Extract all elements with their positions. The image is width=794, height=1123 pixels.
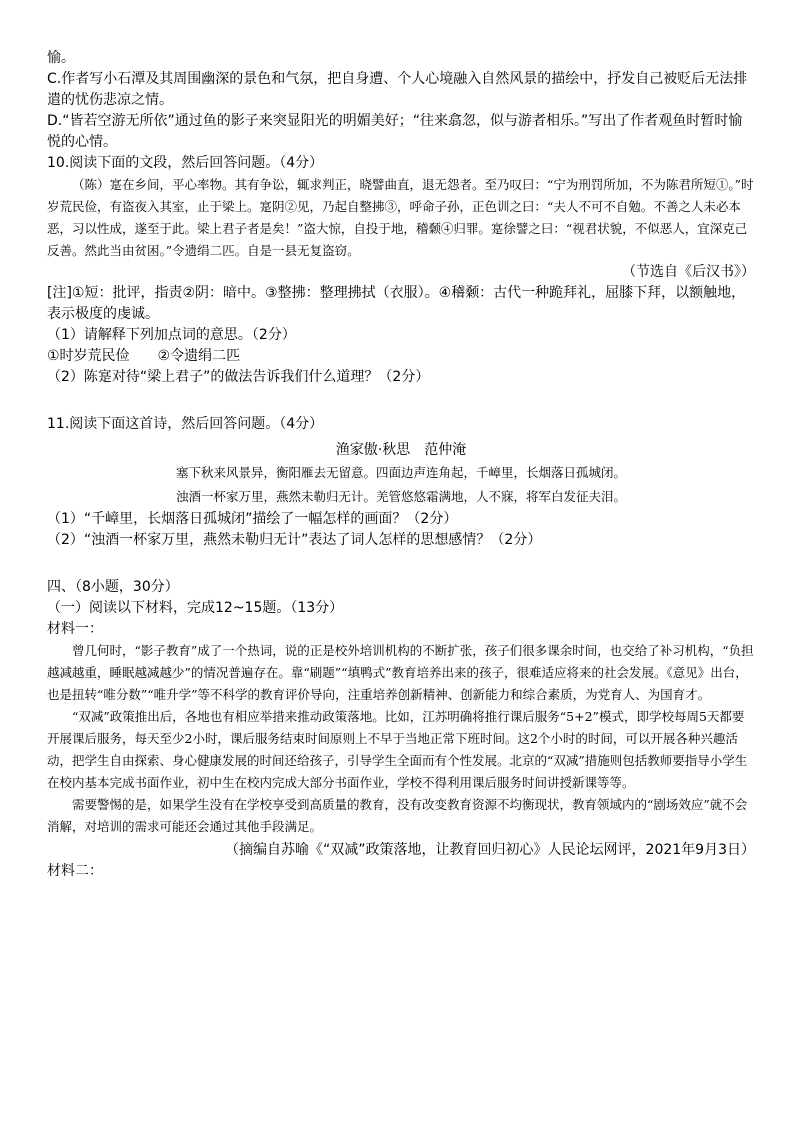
document-page xyxy=(47,48,755,882)
q11-sub2: （2）“浊酒一杯家万里，燕然未勒归无计”表达了词人怎样的思想感情？（2分） xyxy=(47,532,542,548)
q10-title: 10.阅读下面的文段，然后回答问题。（4分） xyxy=(47,155,324,171)
q10-sub1: （1）请解释下列加点词的意思。（2分） xyxy=(47,327,296,343)
section4-title: 四、（8小题，30分） xyxy=(47,579,179,595)
q11-title: 11.阅读下面这首诗，然后回答问题。（4分） xyxy=(47,416,324,432)
material1-paragraph-1: 曾几何时，“影子教育”成了一个热词，说的正是校外培训机构的不断扩张，孩子们很多课余时间，也交给了补习机构，“负担越减越重，睡眠越减越少”的情况普遍存在。靠“刷题”“填鸭式”教育培养出来的孩子，很难适应将来的社会发展。《意见》出台，也是扭转“唯分数”“唯升学”等不科学的教育评价导向，注重培养创新精神、创新能力和综合素质，为党育人、为国育才。 xyxy=(47,643,754,702)
q9-option-c: C.作者写小石潭及其周围幽深的景色和气氛，把自身遭、个人心境融入自然风景的描绘中，抒发自己被贬后无法排遣的忧伤悲凉之情。 xyxy=(47,71,748,108)
q11-sub1: （1）“千嶂里，长烟落日孤城闭”描绘了一幅怎样的画面？（2分） xyxy=(47,511,458,527)
q10-passage: （陈）寔在乡间，平心率物。其有争讼，辄求判正，晓譬曲直，退无怨者。至乃叹曰：“宁为刑罚所加，不为陈君所短①。”时岁荒民俭，有盗夜入其室，止于梁上。寔阴②见，乃起自整拂③，呼命子孙，正色训之曰：“夫人不可不自勉。不善之人未必本恶，习以性成，遂至于此。梁上君子者是矣！”盗大惊，自投于地，稽颡④归罪。寔徐譬之曰：“视君状貌，不似恶人，宜深克己反善。然此当由贫困。”令遗绢二匹。自是一县无复盗窃。 xyxy=(47,177,754,258)
spacer xyxy=(47,551,755,577)
material2-label: 材料二： xyxy=(47,863,103,879)
q10-source: （节选自《后汉书》） xyxy=(622,264,755,280)
q10-sub2: （2）陈寔对待“梁上君子”的做法告诉我们什么道理？（2分） xyxy=(47,369,430,385)
q10-note: [注]①短：批评，指责②阴：暗中。③整拂：整理拂拭（衣服）。④稽颡：古代一种跪拜礼，屈膝下拜，以额触地，表示极度的虔诚。 xyxy=(47,285,746,322)
material1-label: 材料一： xyxy=(47,621,103,637)
section4-part1: （一）阅读以下材料，完成12~15题。（13分） xyxy=(47,600,344,616)
q9-option-b-tail: 愉。 xyxy=(47,50,75,66)
poem-line-2: 浊酒一杯家万里，燕然未勒归无计。羌管悠悠霜满地，人不寐，将军白发征夫泪。 xyxy=(175,489,626,504)
spacer xyxy=(47,388,755,414)
poem-line-1: 塞下秋来风景异，衡阳雁去无留意。四面边声连角起，千嶂里，长烟落日孤城闭。 xyxy=(175,465,626,480)
material1-paragraph-3: 需要警惕的是，如果学生没有在学校享受到高质量的教育，没有改变教育资源不均衡现状，教育领域内的“剧场效应”就不会消解，对培训的需求可能还会通过其他手段满足。 xyxy=(47,797,748,834)
q9-option-d: D.“皆若空游无所依”通过鱼的影子来突显阳光的明媚美好；“往来翕忽，似与游者相乐。”写出了作者观鱼时暂时愉悦的心情。 xyxy=(47,113,743,150)
material1-source: （摘编自苏喻《“双减”政策落地，让教育回归初心》人民论坛网评，2021年9月3日） xyxy=(225,842,755,858)
q10-sub1-items: ①时岁荒民俭 ②令遗绢二匹 xyxy=(47,348,241,364)
poem-title: 渔家傲·秋思 范仲淹 xyxy=(335,442,467,458)
material1-paragraph-2: “双减”政策推出后，各地也有相应举措来推动政策落地。比如，江苏明确将推行课后服务“5+2”模式，即学校每周5天都要开展课后服务，每天至少2小时，课后服务结束时间原则上不早于当地正常下班时间。这2个小时的时间，可以开展各种兴趣活动，把学生自由探索、身心健康发展的时间还给孩子，引导学生全面而有个性发展。北京的“双减”措施则包括教师要指导小学生在校内基本完成书面作业，初中生在校内完成大部分书面作业，学校不得利用课后服务时间讲授新课等等。 xyxy=(47,709,748,790)
